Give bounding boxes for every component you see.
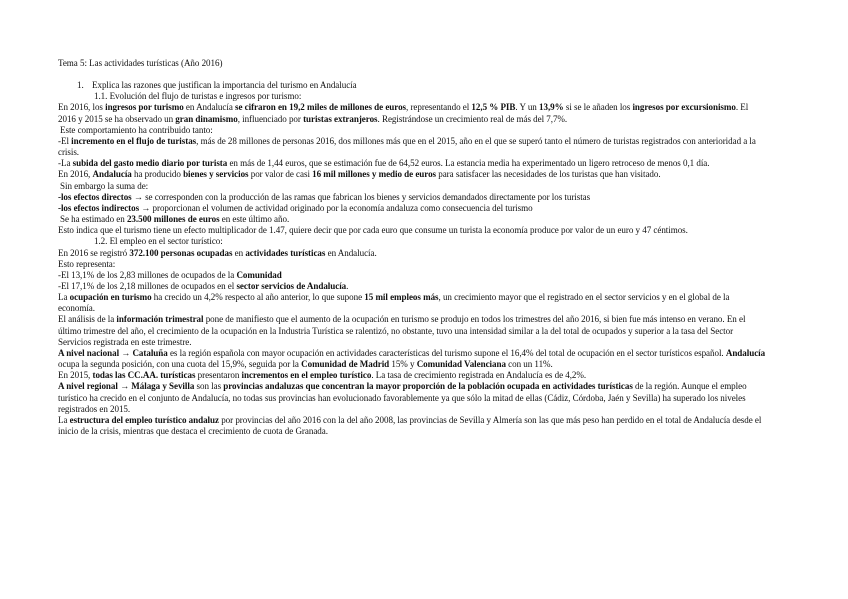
paragraph-efectos-indirectos — [58, 203, 768, 214]
text-run: de la región. Aunque el empleo turístico ha crecido en el conjunto de Andalucía, no todas sus provincias han evolucionado favorablemente ya que sólo la mitad de ellas (Cádiz, Córdoba, Jaén y Sevilla) ha superado los niveles registrados en 2015. — [58, 381, 747, 414]
text-run: La — [58, 414, 70, 425]
text-run: En 2016, — [58, 169, 93, 180]
text-run: , influenciado por — [237, 113, 304, 124]
bold-run: Comunidad de Madrid — [301, 359, 390, 370]
paragraph-ccaa — [58, 370, 768, 381]
section-number: 1. — [77, 80, 84, 91]
paragraph-estimacion — [58, 214, 768, 225]
text-run: . La tasa de crecimiento registrada en Andalucía es de 4,2%. — [371, 370, 587, 381]
text-run: en — [232, 247, 246, 258]
text-run: en Andalucía — [183, 102, 236, 113]
text-run: , representando el — [406, 102, 472, 113]
bold-run: -los efectos indirectos — [58, 202, 140, 213]
bold-run: Comunidad Valenciana — [416, 359, 506, 370]
paragraph-bienes-servicios — [58, 169, 768, 180]
bold-run: estructura del empleo turístico andaluz — [69, 414, 219, 425]
text-run: -El — [58, 135, 72, 146]
text-run: en Andalucía. — [325, 247, 377, 258]
bold-run: incrementos en el empleo turístico — [241, 370, 372, 381]
paragraph-ingresos — [58, 102, 768, 124]
bold-run: subida del gasto medio diario por turista — [72, 158, 228, 169]
paragraph-nivel-regional — [58, 381, 768, 414]
document-page — [58, 58, 768, 437]
paragraph-comportamiento: Este comportamiento ha contribuido tanto: — [60, 124, 213, 135]
text-run: En 2015, — [58, 370, 93, 381]
bold-run: 12,5 % PIB — [471, 102, 516, 113]
text-run: para satisfacer las necesidades de los turistas que han visitado. — [436, 169, 661, 180]
subsection-heading-1-2: 1.2. El empleo en el sector turístico: — [94, 236, 223, 247]
text-run: -El 13,1% de los 2,83 millones de ocupados de la — [58, 269, 237, 280]
paragraph-ocupacion-turismo — [58, 292, 768, 314]
paragraph-incremento-flujo — [58, 136, 768, 158]
bold-run: ocupación en turismo — [69, 292, 152, 303]
bold-run: bienes y servicios — [183, 169, 249, 180]
text-run: , más de 28 millones de personas 2016, dos millones más que en el 2015, año en el que se superó tanto el número de turistas registrados con anterioridad a la crisis. — [58, 135, 756, 158]
text-run: El análisis de la — [58, 314, 117, 325]
text-run: 15% y — [389, 359, 417, 370]
bold-run: 16 mil millones y medio de euros — [312, 169, 437, 180]
bold-run: información trimestral — [116, 314, 204, 325]
bold-run: provincias andaluzas que concentran la mayor proporción de la población ocupada en actividades turísticas — [223, 381, 633, 392]
bold-run: ingresos por excursionismo — [632, 102, 736, 113]
paragraph-ocupados-servicios — [58, 281, 768, 292]
text-run: . Registrándose un crecimiento real de más del 7,7%. — [377, 113, 568, 124]
text-run: . — [346, 280, 349, 291]
text-run: En 2016 se registró — [58, 247, 130, 258]
text-run: ha crecido un 4,2% respecto al año anterior, lo que supone — [151, 292, 365, 303]
bold-run: Comunidad — [236, 269, 282, 280]
bold-run: gran dinamismo — [175, 113, 238, 124]
bold-run: todas las CC.AA. turísticas — [92, 370, 196, 381]
paragraph-estructura-empleo — [58, 415, 768, 437]
paragraph-representa: Esto representa: — [58, 258, 116, 269]
subsection-heading-1-1: 1.1. Evolución del flujo de turistas e ingresos por turismo: — [94, 91, 302, 102]
paragraph-ocupados-comunidad — [58, 270, 768, 281]
text-run: , un crecimiento mayor que el registrado en el sector servicios y en el global de la economía. — [58, 292, 730, 314]
section-heading-text: Explica las razones que justifican la importancia del turismo en Andalucía — [92, 80, 357, 91]
paragraph-nivel-nacional — [58, 348, 768, 370]
bold-run: 23.500 millones de euros — [126, 214, 220, 225]
section-heading-1 — [58, 80, 768, 91]
bold-run: sector servicios de Andalucía — [236, 280, 347, 291]
bold-run: se cifraron en 19,2 miles de millones de euros — [235, 102, 407, 113]
text-run: en más de 1,44 euros, que se estimación fue de 64,52 euros. La estancia media ha experimentado un ligero retroceso de menos 0,1 día. — [227, 158, 710, 169]
bold-run: incremento en el flujo de turistas — [71, 135, 197, 146]
text-run: ha producido — [131, 169, 184, 180]
text-run: por valor de casi — [248, 169, 313, 180]
bold-run: actividades turísticas — [245, 247, 326, 258]
text-run: → se corresponden con la producción de las ramas que fabrican los bienes y servicios demandados directamente por los turistas — [131, 191, 591, 202]
text-run: Se ha estimado en — [60, 214, 127, 225]
paragraph-personas-ocupadas — [58, 248, 768, 259]
text-run: . El 2016 y 2015 se ha observado un — [58, 102, 749, 124]
text-run: si se le añaden los — [563, 102, 633, 113]
bold-run: 15 mil empleos más — [364, 292, 439, 303]
text-run: → proporcionan el volumen de actividad originado por la economía andaluza como consecuencia del turismo — [139, 202, 533, 213]
text-run: -La — [58, 158, 73, 169]
text-run: es la región española con mayor ocupación en actividades características del turismo supone el 16,4% del total de ocupación en el sector turísticos español. — [167, 347, 726, 358]
text-run: por provincias del año 2016 con la del año 2008, las provincias de Sevilla y Almería son las que más peso han perdido en el total de Andalucía desde el inicio de la crisis, mientras que destaca el crecimiento de cuota de Granada. — [58, 414, 762, 436]
bold-run: -los efectos directos — [58, 191, 132, 202]
bold-run: turistas extranjeros — [303, 113, 378, 124]
bold-run: Andalucía — [725, 347, 766, 358]
text-run: con un 11%. — [505, 359, 553, 370]
bold-run: 372.100 personas ocupadas — [129, 247, 233, 258]
document-title: Tema 5: Las actividades turísticas (Año 2016) — [58, 58, 223, 68]
text-run: son las — [194, 381, 224, 392]
paragraph-efectos-directos — [58, 192, 768, 203]
text-run: en este último año. — [219, 214, 290, 225]
paragraph-informacion-trimestral — [58, 314, 768, 347]
text-run: La — [58, 292, 70, 303]
paragraph-suma: Sin embargo la suma de: — [60, 180, 149, 191]
text-run: presentaron — [195, 370, 242, 381]
text-run: . Y un — [515, 102, 539, 113]
text-run: ocupa la segunda posición, con una cuota del 15,9%, seguida por la — [58, 359, 302, 370]
paragraph-gasto-medio — [58, 158, 768, 169]
bold-run: Andalucía — [92, 169, 132, 180]
text-run: En 2016, los — [58, 102, 106, 113]
text-run: pone de manifiesto que el aumento de la ocupación en turismo se produjo en todos los trimestres del año 2016, si bien fue más intenso en verano. En el último trimestre del año, el crecimiento de la ocupación en la Industria Turística se ralentizó, no obstante, tuvo una intensidad similar a la del total de ocupados y superior a la tasa del Sector Servicios registrada en este trimestre. — [58, 314, 746, 347]
bold-run: A nivel regional → Málaga y Sevilla — [58, 381, 195, 392]
bold-run: A nivel nacional → Cataluña — [58, 347, 168, 358]
bold-run: 13,9% — [539, 102, 564, 113]
text-run: -El 17,1% de los 2,18 millones de ocupados en el — [58, 280, 237, 291]
paragraph-efecto-multiplicador: Esto indica que el turismo tiene un efecto multiplicador de 1.47, quiere decir que por cada euro que consume un turista la economía produce por valor de un euro y 47 céntimos. — [58, 225, 688, 236]
bold-run: ingresos por turismo — [105, 102, 184, 113]
